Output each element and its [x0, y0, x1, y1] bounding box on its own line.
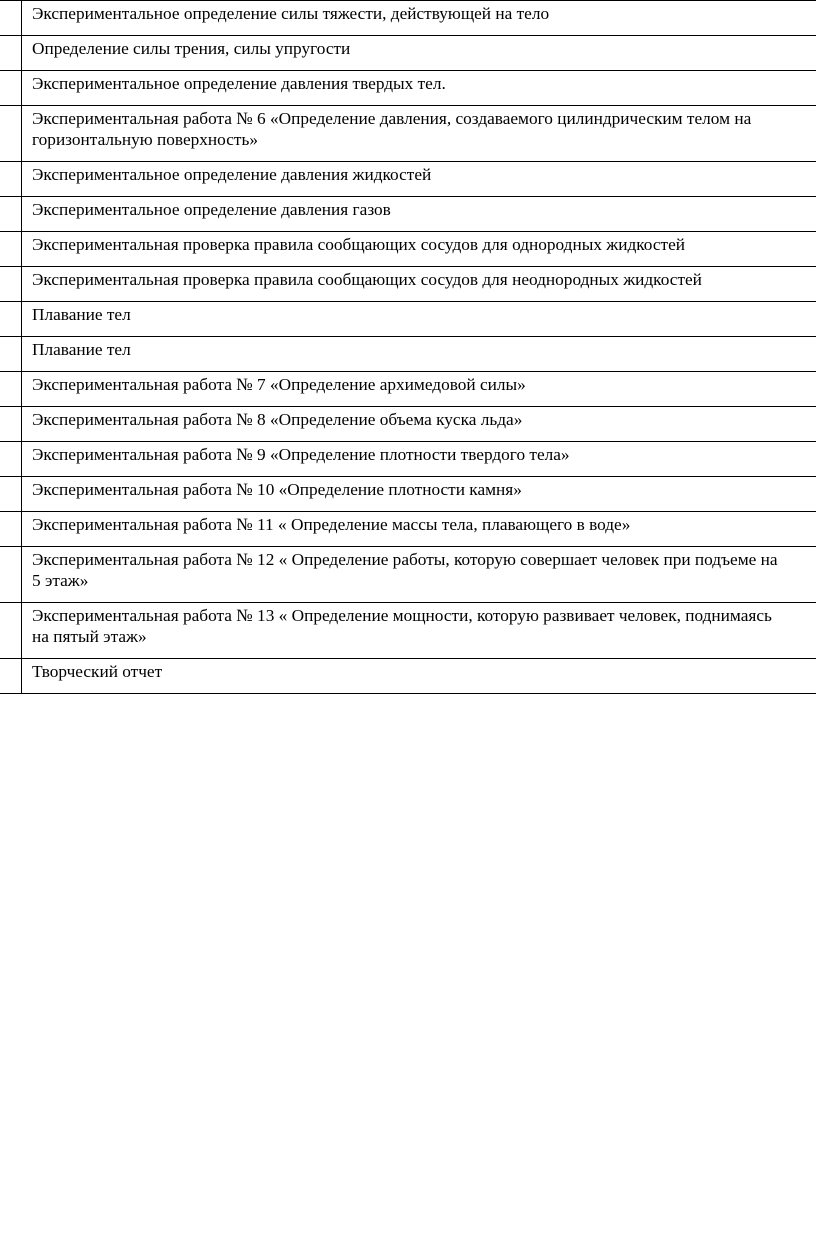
row-number-cell: [0, 1, 22, 36]
lesson-topic-cell: [22, 337, 816, 372]
table-row: [0, 267, 816, 302]
row-number-cell: [0, 197, 22, 232]
row-number-cell: [0, 659, 22, 694]
table-row: [0, 512, 816, 547]
lesson-topic-text: Экспериментальная работа № 10 «Определение плотности камня»: [32, 480, 522, 499]
lesson-topic-cell: [22, 477, 816, 512]
table-row: [0, 372, 816, 407]
lesson-topic-cell: [22, 1, 816, 36]
lesson-topic-text: 5 этаж»: [32, 571, 89, 590]
row-number-cell: [0, 512, 22, 547]
lesson-topic-text: Определение силы трения, силы упругости: [32, 39, 351, 58]
table-row: [0, 337, 816, 372]
row-number-cell: [0, 407, 22, 442]
lesson-topic-text: Экспериментальная работа № 13 « Определение мощности, которую развивает человек, поднимаясь: [32, 606, 772, 625]
row-number-cell: [0, 603, 22, 659]
lesson-topic-text: Экспериментальная работа № 11 « Определение массы тела, плавающего в воде»: [32, 515, 631, 534]
lesson-topic-cell: [22, 267, 816, 302]
lesson-topic-cell: [22, 302, 816, 337]
lesson-topic-cell: [22, 547, 816, 603]
lesson-topic-text: горизонтальную поверхность»: [32, 130, 258, 149]
row-number-cell: [0, 302, 22, 337]
row-number-cell: [0, 106, 22, 162]
row-number-cell: [0, 36, 22, 71]
lesson-topic-cell: [22, 372, 816, 407]
lesson-topic-text: Экспериментальное определение давления жидкостей: [32, 165, 432, 184]
table-row: [0, 36, 816, 71]
lesson-topic-text: Экспериментальное определение давления твердых тел.: [32, 74, 446, 93]
row-number-cell: [0, 71, 22, 106]
lesson-topic-cell: [22, 71, 816, 106]
lesson-topic-text: Экспериментальная работа № 6 «Определение давления, создаваемого цилиндрическим телом на: [32, 109, 752, 128]
lesson-topic-text: Экспериментальное определение силы тяжести, действующей на тело: [32, 4, 550, 23]
row-number-cell: [0, 477, 22, 512]
lesson-topic-cell: [22, 407, 816, 442]
table-row: [0, 197, 816, 232]
table-row: [0, 407, 816, 442]
lesson-topic-cell: [22, 512, 816, 547]
table-row: [0, 302, 816, 337]
topics-table-body: [0, 1, 816, 694]
table-row: [0, 442, 816, 477]
row-number-cell: [0, 267, 22, 302]
lesson-topic-text: Экспериментальная работа № 7 «Определение архимедовой силы»: [32, 375, 526, 394]
lesson-topic-cell: [22, 106, 816, 162]
lesson-topic-cell: [22, 603, 816, 659]
lesson-topic-cell: [22, 442, 816, 477]
table-row: [0, 603, 816, 659]
row-number-cell: [0, 162, 22, 197]
lesson-topic-text: Экспериментальная работа № 8 «Определение объема куска льда»: [32, 410, 523, 429]
row-number-cell: [0, 442, 22, 477]
table-row: [0, 1, 816, 36]
table-row: [0, 232, 816, 267]
lesson-topic-cell: [22, 162, 816, 197]
row-number-cell: [0, 372, 22, 407]
table-row: [0, 547, 816, 603]
lesson-topic-text: Экспериментальная проверка правила сообщающих сосудов для однородных жидкостей: [32, 235, 685, 254]
row-number-cell: [0, 337, 22, 372]
table-row: [0, 71, 816, 106]
lesson-topic-text: на пятый этаж»: [32, 627, 147, 646]
lesson-topic-text: Экспериментальное определение давления газов: [32, 200, 391, 219]
lesson-topic-text: Экспериментальная работа № 9 «Определение плотности твердого тела»: [32, 445, 570, 464]
lesson-topic-text: Творческий отчет: [32, 662, 163, 681]
lesson-topic-cell: [22, 659, 816, 694]
lesson-topic-text: Экспериментальная проверка правила сообщающих сосудов для неоднородных жидкостей: [32, 270, 702, 289]
lesson-topic-cell: [22, 232, 816, 267]
table-row: [0, 659, 816, 694]
row-number-cell: [0, 232, 22, 267]
lesson-topic-cell: [22, 197, 816, 232]
table-row: [0, 106, 816, 162]
table-row: [0, 477, 816, 512]
table-row: [0, 162, 816, 197]
lesson-topic-cell: [22, 36, 816, 71]
row-number-cell: [0, 547, 22, 603]
lesson-topic-text: Плавание тел: [32, 340, 131, 359]
lesson-topic-text: Экспериментальная работа № 12 « Определение работы, которую совершает человек при подъеме на: [32, 550, 778, 569]
lesson-topic-text: Плавание тел: [32, 305, 131, 324]
